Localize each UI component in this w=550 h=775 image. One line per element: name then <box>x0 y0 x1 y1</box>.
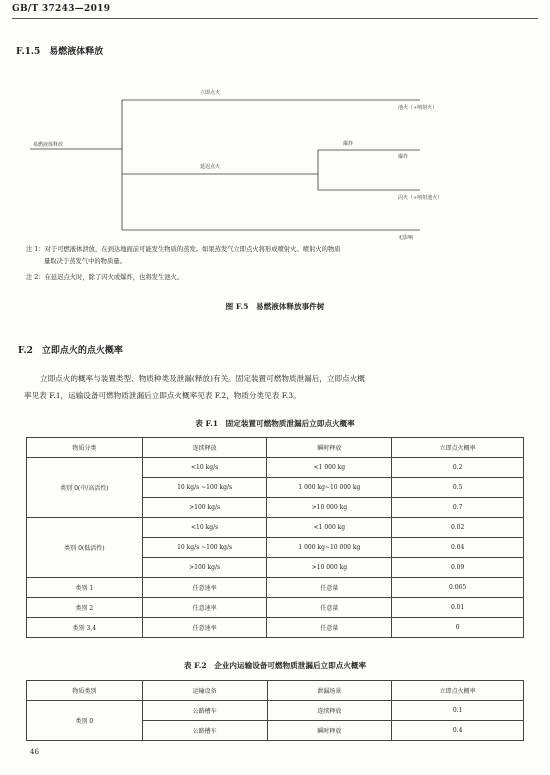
table-cell: <1 000 kg <box>267 518 392 538</box>
table-cell: 1 000 kg~10 000 kg <box>267 478 392 498</box>
table1-caption: 表 F.1 固定装置可燃物质泄漏后立即点火概率 <box>195 419 355 428</box>
table-cell: 10 kg/s ~100 kg/s <box>142 478 267 498</box>
table-cell: 瞬时释放 <box>267 721 392 741</box>
table-cell: 0.1 <box>392 701 524 721</box>
table-cell: >10 000 kg <box>267 498 392 518</box>
table-header-cell: 连续释放 <box>142 438 267 458</box>
paragraph-line-2: 率见表 F.1，运输设备可燃物质泄漏后立即点火概率见表 F.2，物质分类见表 F.3。 <box>24 391 301 400</box>
header-rule <box>12 18 538 19</box>
paragraph-line-1: 立即点火的概率与装置类型、物质种类及泄漏(释放)有关。固定装置可燃物质泄漏后，立即点火概 <box>40 374 365 383</box>
tree-root-label: 易燃液体释放 <box>33 142 64 148</box>
table-f2 <box>26 680 524 741</box>
table-row <box>27 618 524 638</box>
category-cell: 类别 3,4 <box>27 618 143 638</box>
table-header-row <box>27 438 524 458</box>
table-row <box>27 518 524 538</box>
table-cell: 0.5 <box>392 478 524 498</box>
table-cell: 1 000 kg~10 000 kg <box>267 538 392 558</box>
table-cell: 任意量 <box>267 618 392 638</box>
note-2: 注 2：在延迟点火时，除了闪火或爆炸，也将发生池火。 <box>26 274 184 281</box>
tree-no-effect-label: 无影响 <box>398 235 414 240</box>
table-cell: 任意速率 <box>142 598 267 618</box>
table-row <box>27 701 524 721</box>
table-cell: 0.4 <box>392 721 524 741</box>
table-cell: 0.01 <box>392 598 524 618</box>
table-cell: 0.2 <box>392 458 524 478</box>
table2-caption: 表 F.2 企业内运输设备可燃物质泄漏后立即点火概率 <box>183 661 367 670</box>
table-header-cell: 立即点火概率 <box>392 681 524 701</box>
category-cell: 类别 0(低活性) <box>27 518 143 578</box>
tree-immediate-label: 立即点火 <box>200 90 221 96</box>
table-cell: <10 kg/s <box>142 518 267 538</box>
table-header-cell: 立即点火概率 <box>392 438 524 458</box>
table-cell: 连续释放 <box>267 701 392 721</box>
table-cell: 0.09 <box>392 558 524 578</box>
tree-explode-label: 爆炸 <box>398 154 409 160</box>
table-header-cell: 瞬时释放 <box>267 438 392 458</box>
section-f2-title: F.2 立即点火的点火概率 <box>18 346 123 356</box>
table-cell: 10 kg/s ~100 kg/s <box>142 538 267 558</box>
table-header-row <box>27 681 524 701</box>
table-cell: <10 kg/s <box>142 458 267 478</box>
table-row <box>27 598 524 618</box>
table-cell: >10 000 kg <box>267 558 392 578</box>
table-cell: 公路槽车 <box>142 701 267 721</box>
tree-pool-fire-label: 池火（+喷射火） <box>398 105 438 111</box>
table-header-cell: 物质分类 <box>27 438 143 458</box>
table-cell: 0.7 <box>392 498 524 518</box>
table-cell: 0.02 <box>392 518 524 538</box>
note-1-line-2: 量取决于蒸发气中的物质量。 <box>44 258 126 265</box>
category-cell: 类别 0(中/高活性) <box>27 458 143 518</box>
table-f1 <box>26 437 524 638</box>
page-number: 46 <box>30 748 39 756</box>
table-cell: 0 <box>392 618 524 638</box>
table-header-cell: 物质类别 <box>27 681 143 701</box>
table-cell: >100 kg/s <box>142 558 267 578</box>
table-row <box>27 458 524 478</box>
figure-caption: 图 F.5 易燃液体释放事件树 <box>225 302 325 311</box>
category-cell: 类别 2 <box>27 598 143 618</box>
section-f15-title: F.1.5 易燃液体释放 <box>16 47 104 57</box>
table-cell: 任意速率 <box>142 578 267 598</box>
standard-header: GB/T 37243—2019 <box>12 4 111 14</box>
table-cell: 任意量 <box>267 598 392 618</box>
table-cell: 0.04 <box>392 538 524 558</box>
category-cell: 类别 1 <box>27 578 143 598</box>
table-cell: 0.065 <box>392 578 524 598</box>
table-cell: >100 kg/s <box>142 498 267 518</box>
table-cell: 公路槽车 <box>142 721 267 741</box>
table-row <box>27 578 524 598</box>
tree-flash-fire-label: 闪火（+喷射池火） <box>398 195 443 201</box>
event-tree-diagram <box>0 70 550 240</box>
table-cell: 任意量 <box>267 578 392 598</box>
note-1-line-1: 注 1：对于可燃液体泄放，在到达地面前可能发生物质的蒸发。如果蒸发气立即点火将形成喷射火。喷射火的物质 <box>26 246 341 253</box>
category-cell: 类别 0 <box>27 701 143 741</box>
tree-delayed-label: 延迟点火 <box>200 164 221 170</box>
table-header-cell: 泄漏场景 <box>267 681 392 701</box>
table-header-cell: 运输设备 <box>142 681 267 701</box>
tree-explosion-label: 爆炸 <box>343 141 354 147</box>
table-cell: 任意速率 <box>142 618 267 638</box>
table-cell: <1 000 kg <box>267 458 392 478</box>
